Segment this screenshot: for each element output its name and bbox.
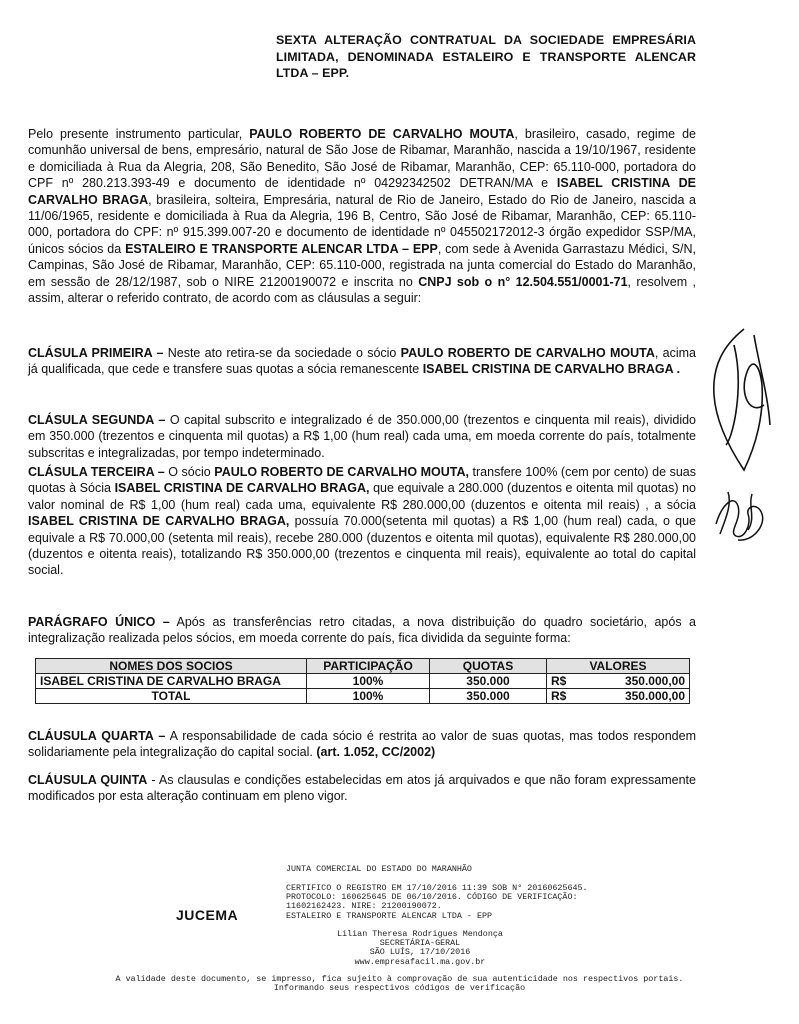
cnpj: CNPJ sob o n° 12.504.551/0001-71 — [418, 274, 628, 289]
registry-certificate: CERTIFICO O REGISTRO EM 17/10/2016 11:39 SOB N° 20160625645. PROTOCOLO: 160625645 DE 06/10/2016. CÓDIGO DE VERIFICAÇÃO: 11602162423. NIRE: 21200190072. ESTALEIRO E TRANSPORTE ALENCAR LTDA - EPP — [286, 883, 588, 921]
participation-cell: 100% — [307, 689, 430, 704]
partner-name: ISABEL CRISTINA DE CARVALHO BRAGA — [28, 176, 696, 207]
company-name: ESTALEIRO E TRANSPORTE ALENCAR LTDA – EPP — [125, 241, 438, 256]
registry-signatory: Lilian Theresa Rodrigues Mendonça SECRETÁRIA-GERAL SÃO LUÍS, 17/10/2016 www.empresafacil.ma.gov.br — [300, 930, 540, 967]
partner-name-cell: ISABEL CRISTINA DE CARVALHO BRAGA — [36, 674, 307, 689]
clause-heading: PARÁGRAFO ÚNICO – — [28, 615, 170, 629]
table-row — [36, 674, 690, 689]
clause-first: CLÁSULA PRIMEIRA – Neste ato retira-se da sociedade o sócio PAULO ROBERTO DE CARVALHO MOUTA, acima já qualificada, que cede e transfere suas quotas a sócia remanescente ISABEL CRISTINA DE CARVALHO BRAGA . — [28, 346, 696, 377]
document-title: SEXTA ALTERAÇÃO CONTRATUAL DA SOCIEDADE EMPRESÁRIA LIMITADA, DENOMINADA ESTALEIRO E TRANSPORTE ALENCAR LTDA – EPP. — [276, 33, 696, 80]
clause-heading: CLÁSULA PRIMEIRA – — [28, 346, 164, 360]
clause-heading: CLÁSULA SEGUNDA – — [28, 413, 166, 427]
column-header: VALORES — [547, 659, 690, 674]
signature-paulo — [704, 325, 776, 475]
registry-site-link[interactable]: www.empresafacil.ma.gov.br — [354, 956, 486, 967]
column-header: PARTICIPAÇÃO — [307, 659, 430, 674]
registry-heading: JUNTA COMERCIAL DO ESTADO DO MARANHÃO — [286, 864, 472, 874]
column-header: NOMES DOS SOCIOS — [36, 659, 307, 674]
clause-heading: CLÁSULA TERCEIRA – — [28, 465, 165, 479]
clause-heading: CLÁUSULA QUARTA – — [28, 729, 166, 743]
clause-heading: CLÁUSULA QUINTA — [28, 773, 148, 787]
shareholding-table — [35, 658, 690, 704]
preamble-paragraph: Pelo presente instrumento particular, PAULO ROBERTO DE CARVALHO MOUTA, brasileiro, casado, regime de comunhão universal de bens, empresário, natural de São Jose de Ribamar, Maranhão, nascida a 19/10/1967, residente e domiciliada à Rua da Alegria, 208, São Benedito, São José de Ribamar, Maranhão, CEP: 65.110-000, portadora do CPF nº 280.213.393-49 e documento de identidade nº 04292342502 DETRAN/MA e ISABEL CRISTINA DE CARVALHO BRAGA, brasileira, solteira, Empresária, natural de Rio de Janeiro, Estado do Rio de Janeiro, nascida a 11/06/1965, residente e domiciliada à Rua da Alegria, 196 B, Centro, São José de Ribamar, Maranhão, CEP: 65.110-000, portadora do CPF: nº 915.399.007-20 e documento de identidade nº 045502172012-3 órgão expedidor SSP/MA, únicos sócios da ESTALEIRO E TRANSPORTE ALENCAR LTDA – EPP, com sede à Avenida Garrastazu Médici, S/N, Campinas, São José de Ribamar, Maranhão, CEP: 65.110-000, registrada na junta comercial do Estado do Maranhão, em sessão de 28/12/1987, sob o NIRE 21200190072 e inscrita no CNPJ sob o n° 12.504.551/0001-71, resolvem , assim, alterar o referido contrato, de acordo com as cláusulas a seguir: — [28, 127, 697, 306]
validity-notice: A validade deste documento, se impresso, fica sujeito à comprovação de sua autenticidade nos respectivos portais. Informando seus respectivos códigos de verificação — [115, 974, 684, 994]
clause-fourth: CLÁUSULA QUARTA – A responsabilidade de cada sócio é restrita ao valor de suas quotas, mas todos respondem solidariamente pela integralização do capital social. (art. 1.052, CC/2002) — [28, 729, 696, 760]
quotas-cell: 350.000 — [430, 689, 547, 704]
total-label-cell: TOTAL — [36, 689, 307, 704]
partner-name: PAULO ROBERTO DE CARVALHO MOUTA — [249, 127, 515, 141]
sole-paragraph: PARÁGRAFO ÚNICO – Após as transferências retro citadas, a nova distribuição do quadro societário, após a integralização realizada pelos sócios, em moeda corrente do país, fica dividida da seguinte forma: — [28, 615, 696, 646]
clause-fifth: CLÁUSULA QUINTA - As clausulas e condições estabelecidas em atos já arquivados e que não foram expressamente modificados por esta alteração continuam em pleno vigor. — [28, 773, 696, 804]
quotas-cell: 350.000 — [430, 674, 547, 689]
table-row — [36, 689, 690, 704]
participation-cell: 100% — [307, 674, 430, 689]
clause-third: CLÁSULA TERCEIRA – O sócio PAULO ROBERTO DE CARVALHO MOUTA, transfere 100% (cem por cento) de suas quotas à Sócia ISABEL CRISTINA DE CARVALHO BRAGA, que equivale a 280.000 (duzentos e oitenta mil quotas) no valor nominal de R$ 1,00 (hum real) cada uma, equivalente R$ 280.000,00 (duzentos e oitenta mil reais) , a sócia ISABEL CRISTINA DE CARVALHO BRAGA, possuía 70.000(setenta mil quotas) a R$ 1,00 (hum real) cada, o que equivale a R$ 70.000,00 (setenta mil reais), recebe 280.000 (duzentos e oitenta mil quotas), equivalente R$ 280.000,00 (duzentos e oitenta reais), totalizando R$ 350.000,00 (trezentos e cinquenta mil reais), equivalente ao total do capital social. — [28, 465, 697, 578]
value-cell: R$ 350.000,00 — [547, 674, 690, 689]
column-header: QUOTAS — [430, 659, 547, 674]
value-cell: R$ 350.000,00 — [547, 689, 690, 704]
jucema-logo: JUCEMA — [176, 907, 239, 923]
clause-second: CLÁSULA SEGUNDA – O capital subscrito e integralizado é de 350.000,00 (trezentos e cinquenta mil reais), dividido em 350.000 (trezentos e cinquenta mil quotas) a R$ 1,00 (hum real) cada uma, em moeda corrente do país, totalmente subscritas e integralizadas, por tempo indeterminado. — [28, 413, 696, 460]
signature-isabel — [708, 484, 768, 546]
table-header-row — [36, 659, 690, 674]
